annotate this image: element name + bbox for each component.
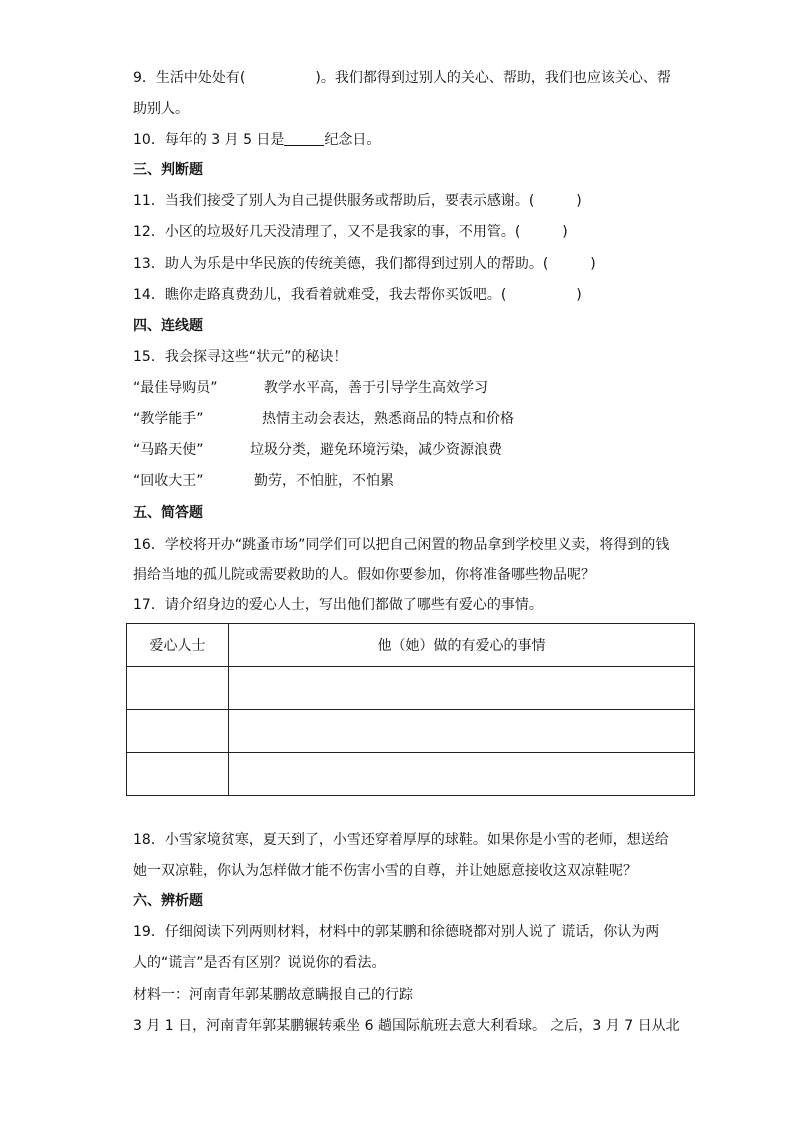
question-15: 15．我会探寻这些“状元”的秘诀！	[133, 349, 348, 365]
question-10-suffix: 纪念日。	[324, 132, 381, 148]
match-right-item[interactable]: 勤劳，不怕脏，不怕累	[254, 473, 394, 489]
match-left-item[interactable]: “马路天使”	[133, 442, 204, 458]
table-header-cell: 爱心人士	[127, 624, 229, 667]
answer-cell[interactable]	[229, 710, 695, 753]
question-16-line-1: 16．学校将开办“跳蚤市场”同学们可以把自己闲置的物品拿到学校里义卖，将得到的钱	[133, 537, 670, 553]
match-right-item[interactable]: 热情主动会表达，熟悉商品的特点和价格	[262, 411, 514, 427]
table-header-cell: 他（她）做的有爱心的事情	[229, 624, 695, 667]
question-13: 13．助人为乐是中华民族的传统美德，我们都得到过别人的帮助。( )	[133, 256, 596, 272]
question-11: 11．当我们接受了别人为自己提供服务或帮助后，要表示感谢。( )	[133, 193, 582, 209]
section-5-heading: 五、简答题	[133, 505, 203, 521]
fill-blank[interactable]	[284, 131, 324, 146]
question-10	[133, 130, 380, 150]
match-left-item[interactable]: “回收大王”	[133, 473, 204, 489]
match-right-item[interactable]: 教学水平高，善于引导学生高效学习	[264, 380, 488, 396]
answer-cell[interactable]	[229, 753, 695, 796]
material-1-title: 材料一：河南青年郭某鹏故意瞒报自己的行踪	[133, 987, 413, 1003]
question-12: 12．小区的垃圾好几天没清理了，又不是我家的事，不用管。( )	[133, 224, 568, 240]
question-18-line-1: 18．小雪家境贫寒，夏天到了，小雪还穿着厚厚的球鞋。如果你是小雪的老师，想送给	[133, 832, 669, 848]
section-6-heading: 六、辨析题	[133, 893, 203, 909]
answer-cell[interactable]	[127, 710, 229, 753]
question-10-prefix: 10．每年的 3 月 5 日是	[133, 132, 285, 148]
question-14: 14．瞧你走路真费劲儿，我看着就难受，我去帮你买饭吧。( )	[133, 287, 582, 303]
table-row	[127, 667, 695, 710]
question-9-line-1: 9．生活中处处有( )。我们都得到过别人的关心、帮助，我们也应该关心、帮	[133, 70, 671, 86]
table-header-row	[127, 624, 695, 667]
match-right-item[interactable]: 垃圾分类，避免环境污染，减少资源浪费	[250, 442, 502, 458]
match-left-item[interactable]: “最佳导购员”	[133, 380, 218, 396]
table-row	[127, 710, 695, 753]
love-people-table	[126, 623, 695, 796]
question-18-line-2: 她一双凉鞋，你认为怎样做才能不伤害小雪的自尊，并让她愿意接收这双凉鞋呢？	[133, 863, 637, 879]
question-19-line-1: 19．仔细阅读下列两则材料，材料中的郭某鹏和徐德晓都对别人说了 谎话，你认为两	[133, 924, 660, 940]
question-19-line-2: 人的“谎言”是否有区别？说说你的看法。	[133, 955, 386, 971]
answer-cell[interactable]	[229, 667, 695, 710]
answer-cell[interactable]	[127, 667, 229, 710]
section-3-heading: 三、判断题	[133, 162, 203, 178]
material-1-text: 3 月 1 日，河南青年郭某鹏辗转乘坐 6 趟国际航班去意大利看球。 之后，3 月 7 日从北	[133, 1018, 680, 1034]
question-16-line-2: 捐给当地的孤儿院或需要救助的人。假如你要参加，你将准备哪些物品呢？	[133, 567, 595, 583]
question-17: 17．请介绍身边的爱心人士，写出他们都做了哪些有爱心的事情。	[133, 597, 543, 613]
answer-cell[interactable]	[127, 753, 229, 796]
section-4-heading: 四、连线题	[133, 318, 203, 334]
table-row	[127, 753, 695, 796]
question-9-line-2: 助别人。	[133, 101, 189, 117]
match-left-item[interactable]: “教学能手”	[133, 411, 204, 427]
